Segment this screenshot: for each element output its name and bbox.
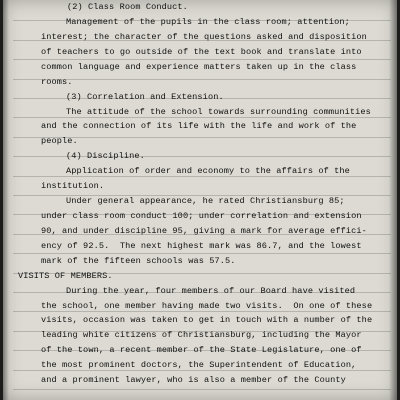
text-line: and the connection of its life with the life and work of the bbox=[41, 121, 357, 132]
section-heading-discipline: (4) Discipline. bbox=[66, 151, 145, 162]
text-line: institution. bbox=[41, 181, 105, 192]
text-line: common language and experience matters taken up in the class bbox=[41, 61, 357, 72]
text-line: 90, and under discipline 95, giving a mark for average effici- bbox=[41, 225, 367, 236]
text-line: mark of the fifteen schools was 57.5. bbox=[41, 255, 236, 266]
text-line: ency of 92.5. The next highest mark was 86.7, and the lowest bbox=[41, 240, 362, 251]
document-page bbox=[3, 0, 397, 400]
page-shadow-left bbox=[3, 0, 9, 400]
text-line: the school, one member having made two visits. On one of these bbox=[41, 300, 373, 311]
ruled-line bbox=[13, 117, 391, 118]
text-line: rooms. bbox=[41, 76, 73, 87]
text-line: Under general appearance, he rated Christiansburg 85; bbox=[66, 196, 345, 206]
text-line: leading white citizens of Christiansburg, including the Mayor bbox=[41, 330, 362, 341]
section-heading-class-room-conduct: (2) Class Room Conduct. bbox=[67, 2, 188, 12]
section-heading-correlation: (3) Correlation and Extension. bbox=[66, 91, 224, 102]
text-line: Management of the pupils in the class room; attention; bbox=[66, 16, 350, 27]
ruled-line bbox=[13, 253, 391, 254]
text-line: the most prominent doctors, the Superintendent of Education, bbox=[41, 360, 357, 371]
ruled-line bbox=[13, 389, 391, 390]
text-line: and a prominent lawyer, who is also a member of the County bbox=[41, 375, 346, 386]
text-line: visits, occasion was taken to get in touch with a number of the bbox=[41, 315, 373, 326]
text-line: of teachers to go outside of the text book and translate into bbox=[41, 46, 362, 57]
text-line: During the year, four members of our Board have visited bbox=[66, 285, 356, 296]
text-line: interest; the character of the questions asked and disposition bbox=[41, 31, 367, 42]
text-line: Application of order and economy to the affairs of the bbox=[66, 166, 350, 177]
text-line: The attitude of the school towards surrounding communities bbox=[66, 106, 371, 117]
ruled-line bbox=[13, 59, 391, 60]
ruled-line bbox=[13, 311, 391, 312]
text-line: of the town, a recent member of the State Legislature, one of bbox=[41, 345, 362, 356]
text-line: under class room conduct 100; under correlation and extension bbox=[41, 210, 362, 221]
section-heading-visits-of-members: VISITS OF MEMBERS. bbox=[18, 270, 113, 281]
text-line: people. bbox=[41, 136, 78, 147]
